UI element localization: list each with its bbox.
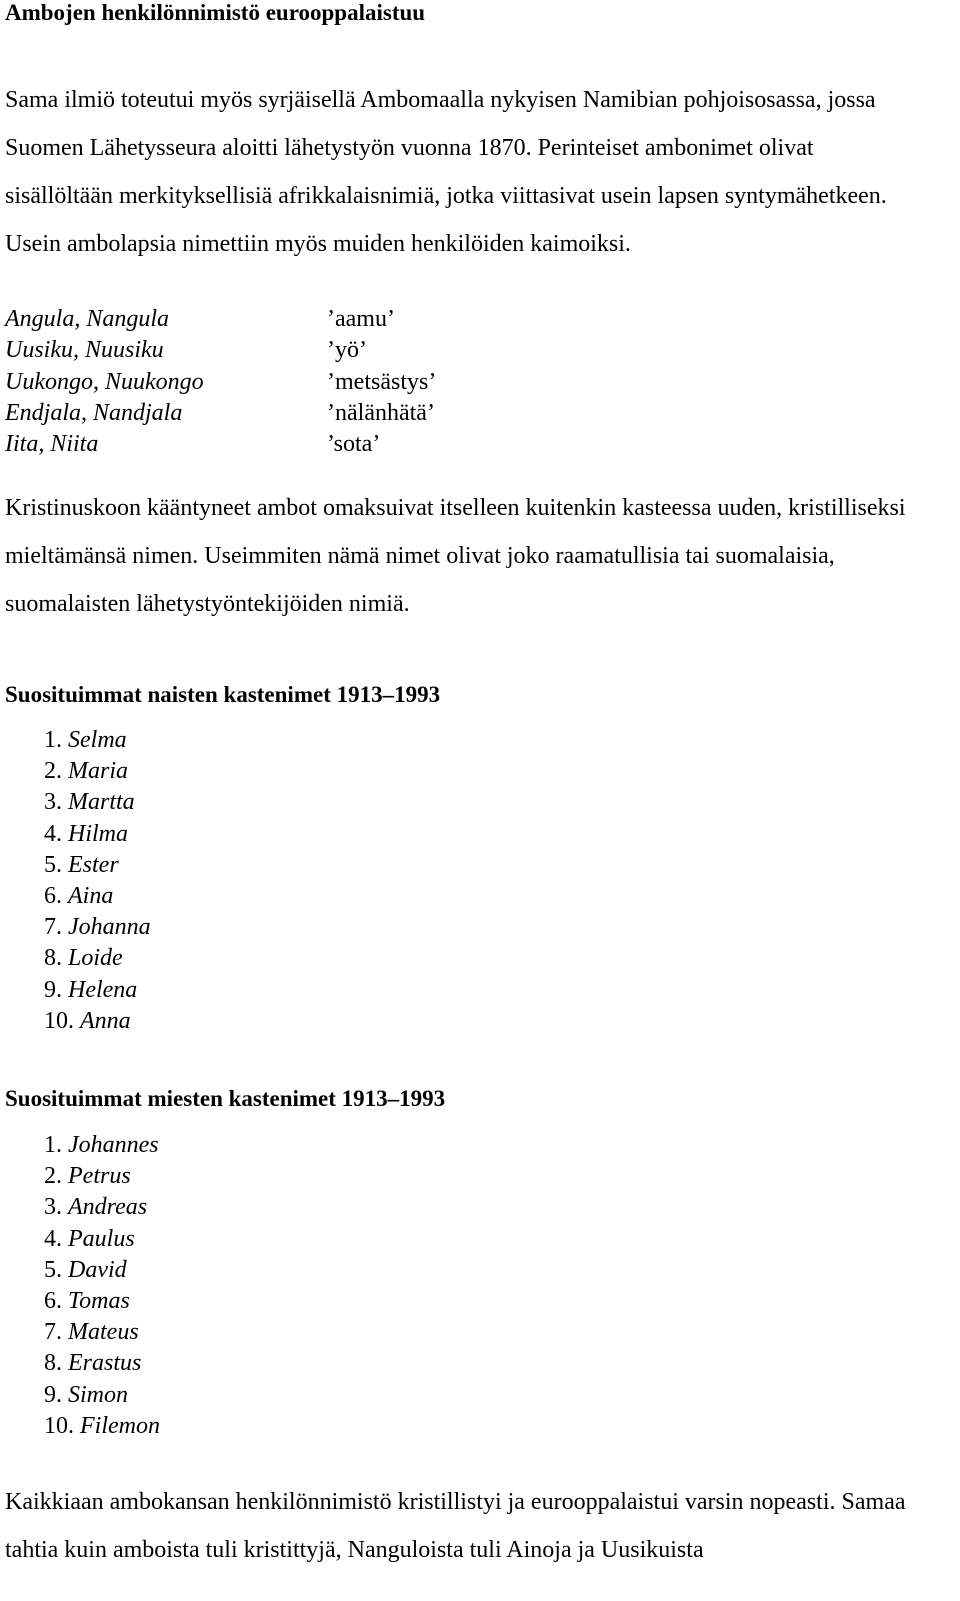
rank-number: 1. [44, 1132, 62, 1158]
list-item [44, 1006, 151, 1037]
rank-number: 4. [44, 820, 62, 847]
rank-number: 10. [44, 1007, 74, 1034]
rank-number: 5. [44, 1256, 62, 1283]
list-item [44, 1317, 160, 1348]
list-item [44, 1130, 160, 1161]
list-item [44, 1411, 160, 1442]
women-names-heading: Suosituimmat naisten kastenimet 1913–1993 [5, 682, 441, 707]
rank-number: 2. [44, 758, 62, 785]
rank-number: 3. [44, 1194, 62, 1221]
list-item [44, 881, 151, 912]
given-name: Loide [68, 945, 123, 972]
given-name: Paulus [68, 1225, 135, 1252]
given-name: Tomas [68, 1287, 130, 1314]
rank-number: 1. [44, 727, 62, 753]
conversion-paragraph: Kristinuskoon kääntyneet ambot omaksuivat itselleen kuitenkin kasteessa uuden, kristilliseksi mieltämänsä nimen. Useimmiten nämä nimet olivat joko raamatullisia tai suomalaisia, suomalaisten lähetystyöntekijöiden nimiä. [5, 495, 906, 617]
list-item [44, 1286, 160, 1317]
list-item [44, 1348, 160, 1379]
given-name: Mateus [68, 1319, 139, 1346]
given-name: Maria [68, 758, 128, 785]
name-meaning: ’metsästys’ [327, 368, 437, 395]
rank-number: 5. [44, 851, 62, 878]
list-item [44, 1192, 160, 1223]
rank-number: 7. [44, 914, 62, 941]
women-names-list [44, 725, 151, 1037]
given-name: Simon [68, 1381, 128, 1408]
list-item [44, 1161, 160, 1192]
rank-number: 6. [44, 1287, 62, 1314]
given-name: Andreas [68, 1194, 148, 1221]
rank-number: 3. [44, 789, 62, 816]
rank-number: 4. [44, 1225, 62, 1252]
rank-number: 6. [44, 882, 62, 909]
rank-number: 2. [44, 1163, 62, 1190]
men-names-list [44, 1130, 160, 1442]
given-name: Petrus [68, 1163, 131, 1190]
ambo-name: Angula, Nangula [5, 306, 170, 332]
name-meaning: ’yö’ [327, 337, 367, 364]
given-name: Johannes [68, 1132, 159, 1158]
rank-number: 8. [44, 945, 62, 972]
rank-number: 9. [44, 976, 62, 1003]
closing-paragraph: Kaikkiaan ambokansan henkilönnimistö kristillistyi ja eurooppalaistui varsin nopeasti. Samaa tahtia kuin amboista tuli kristittyjä, Nanguloista tuli Ainoja ja Uusikuista [5, 1489, 906, 1563]
ambo-name: Iita, Niita [5, 431, 99, 457]
given-name: Filemon [80, 1412, 160, 1439]
list-item [44, 1224, 160, 1255]
given-name: Martta [68, 789, 135, 816]
given-name: Hilma [68, 820, 128, 847]
list-item [44, 787, 151, 818]
ambo-name: Endjala, Nandjala [5, 399, 183, 426]
men-names-heading: Suosituimmat miesten kastenimet 1913–1993 [5, 1086, 446, 1111]
rank-number: 9. [44, 1381, 62, 1408]
given-name: David [68, 1256, 127, 1283]
given-name: Ester [68, 851, 119, 878]
list-item [44, 1255, 160, 1286]
list-item [44, 725, 151, 756]
name-meaning: ’aamu’ [327, 306, 395, 332]
list-item [44, 912, 151, 943]
given-name: Erastus [68, 1350, 142, 1377]
name-meaning: ’nälänhätä’ [327, 399, 435, 426]
given-name: Selma [68, 727, 127, 753]
rank-number: 7. [44, 1319, 62, 1346]
given-name: Aina [68, 882, 114, 909]
rank-number: 10. [44, 1412, 74, 1439]
list-item [44, 1380, 160, 1411]
list-item [44, 943, 151, 974]
list-item [44, 756, 151, 787]
ambo-name: Uusiku, Nuusiku [5, 337, 164, 364]
list-item [44, 819, 151, 850]
given-name: Helena [68, 976, 138, 1003]
page-title: Ambojen henkilönnimistö eurooppalaistuu [5, 0, 426, 25]
list-item [44, 850, 151, 881]
intro-paragraph: Sama ilmiö toteutui myös syrjäisellä Ambomaalla nykyisen Namibian pohjoisosassa, jossa Suomen Lähetysseura aloitti lähetystyön vuonna 1870. Perinteiset ambonimet olivat sisällöltään merkityksellisiä afrikkalaisnimiä, jotka viittasivat usein lapsen syntymähetkeen. Usein ambolapsia nimettiin myös muiden henkilöiden kaimoiksi. [5, 87, 887, 257]
name-meaning: ’sota’ [327, 431, 381, 457]
ambo-name: Uukongo, Nuukongo [5, 368, 204, 395]
list-item [44, 975, 151, 1006]
given-name: Johanna [68, 914, 151, 941]
given-name: Anna [80, 1007, 131, 1034]
rank-number: 8. [44, 1350, 62, 1377]
